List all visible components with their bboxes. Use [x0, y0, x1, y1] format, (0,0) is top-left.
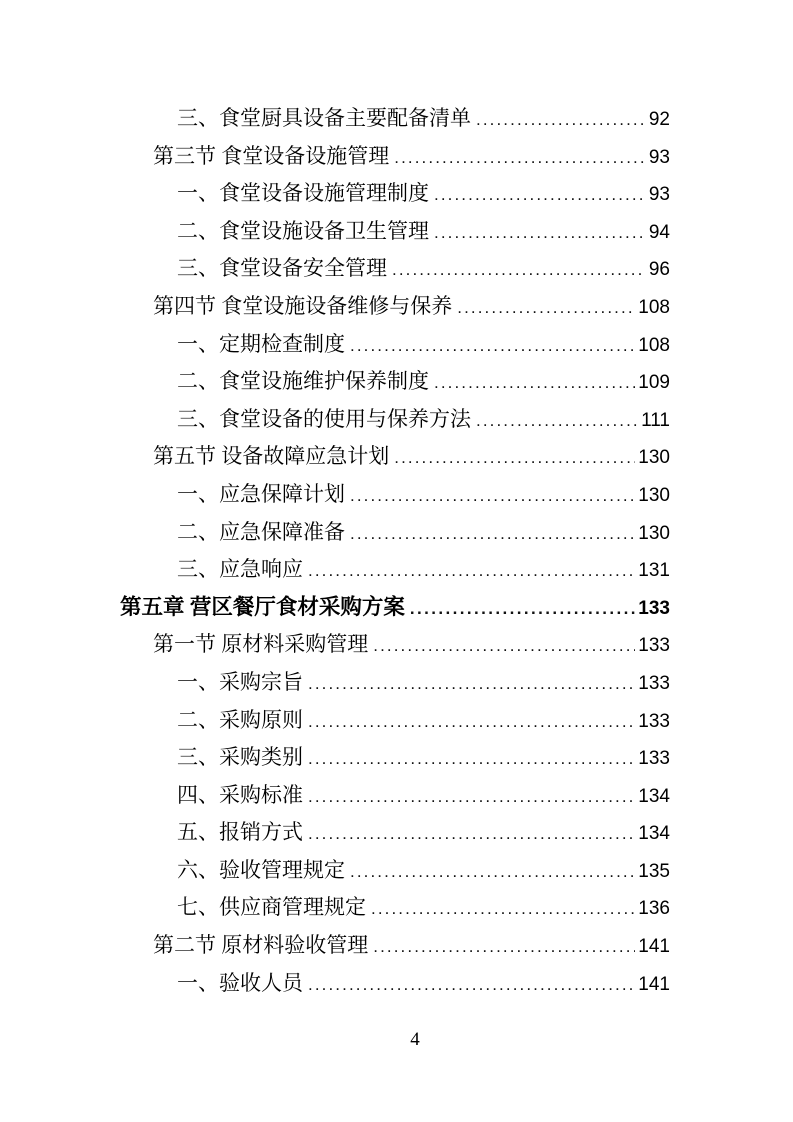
page-number: 4 [410, 1029, 420, 1050]
toc-entry-page: 108 [638, 334, 670, 356]
toc-entry-label: 三、食堂设备的使用与保养方法 [177, 406, 471, 431]
dot-leader [392, 250, 646, 289]
toc-entry[interactable] [118, 889, 670, 927]
toc-entry[interactable] [118, 814, 670, 852]
toc-entry-page: 93 [648, 146, 670, 168]
toc-list [118, 100, 670, 1002]
dot-leader [434, 175, 646, 214]
dot-leader [308, 739, 635, 778]
toc-entry-label: 二、采购原则 [177, 707, 303, 732]
dot-leader [476, 100, 646, 139]
toc-entry[interactable] [118, 551, 670, 589]
toc-entry[interactable] [118, 589, 670, 627]
dot-leader [308, 551, 635, 590]
dot-leader [457, 288, 635, 327]
toc-entry[interactable] [118, 927, 670, 965]
toc-entry-page: 130 [638, 522, 670, 544]
toc-entry-label: 第四节 食堂设施设备维修与保养 [153, 293, 453, 318]
dot-leader [308, 664, 635, 703]
dot-leader [308, 965, 635, 1004]
toc-entry-label: 三、食堂设备安全管理 [177, 256, 387, 281]
toc-entry-page: 136 [638, 898, 670, 920]
dot-leader [410, 589, 635, 628]
toc-entry-page: 141 [638, 973, 670, 995]
toc-entry-page: 133 [638, 748, 670, 770]
toc-entry-page: 111 [641, 409, 670, 431]
toc-entry-page: 134 [638, 785, 670, 807]
toc-entry-page: 133 [638, 672, 670, 694]
toc-entry[interactable] [118, 852, 670, 890]
toc-entry-label: 二、应急保障准备 [177, 519, 345, 544]
toc-entry-label: 二、食堂设施设备卫生管理 [177, 218, 429, 243]
toc-entry-label: 七、供应商管理规定 [177, 895, 366, 920]
toc-entry-label: 第一节 原材料采购管理 [153, 632, 369, 657]
toc-entry[interactable] [118, 476, 670, 514]
toc-entry[interactable] [118, 401, 670, 439]
toc-entry[interactable] [118, 965, 670, 1003]
dot-leader [308, 702, 635, 741]
toc-entry-page: 134 [638, 823, 670, 845]
toc-entry-page: 131 [638, 560, 670, 582]
toc-entry-label: 三、采购类别 [177, 745, 303, 770]
dot-leader [350, 326, 635, 365]
toc-entry-page: 141 [638, 936, 670, 958]
dot-leader [308, 814, 635, 853]
dot-leader [308, 777, 635, 816]
dot-leader [434, 363, 635, 402]
toc-entry-label: 一、定期检查制度 [177, 331, 345, 356]
toc-entry-page: 133 [638, 597, 670, 619]
toc-entry-label: 一、采购宗旨 [177, 669, 303, 694]
toc-entry[interactable] [118, 363, 670, 401]
toc-entry-page: 133 [638, 710, 670, 732]
toc-entry[interactable] [118, 777, 670, 815]
toc-entry-page: 92 [648, 109, 670, 130]
toc-entry[interactable] [118, 250, 670, 288]
toc-entry-page: 108 [638, 296, 670, 318]
dot-leader [350, 476, 635, 515]
toc-entry[interactable] [118, 514, 670, 552]
dot-leader [394, 138, 646, 177]
toc-entry[interactable] [118, 626, 670, 664]
toc-entry[interactable] [118, 213, 670, 251]
toc-entry-label: 三、食堂厨具设备主要配备清单 [177, 106, 471, 130]
toc-entry[interactable] [118, 702, 670, 740]
toc-entry[interactable] [118, 138, 670, 176]
toc-entry-label: 二、食堂设施维护保养制度 [177, 369, 429, 394]
toc-entry-page: 109 [638, 372, 670, 394]
toc-entry-label: 四、采购标准 [177, 782, 303, 807]
dot-leader [350, 514, 635, 553]
toc-entry-label: 三、应急响应 [177, 557, 303, 582]
toc-entry-page: 94 [648, 221, 670, 243]
dot-leader [350, 852, 635, 891]
toc-entry-page: 135 [638, 860, 670, 882]
toc-entry-label: 第五章 营区餐厅食材采购方案 [120, 594, 405, 619]
toc-entry-page: 130 [638, 484, 670, 506]
toc-entry-page: 130 [638, 447, 670, 469]
toc-entry-label: 第五节 设备故障应急计划 [153, 444, 390, 469]
toc-entry-page: 93 [648, 184, 670, 206]
toc-entry-label: 一、应急保障计划 [177, 481, 345, 506]
toc-entry-label: 六、验收管理规定 [177, 857, 345, 882]
toc-entry[interactable] [118, 100, 670, 138]
toc-entry[interactable] [118, 739, 670, 777]
toc-entry[interactable] [118, 175, 670, 213]
dot-leader [373, 626, 635, 665]
toc-entry-label: 一、食堂设备设施管理制度 [177, 181, 429, 206]
toc-entry[interactable] [118, 438, 670, 476]
toc-entry[interactable] [118, 288, 670, 326]
toc-entry-page: 133 [638, 635, 670, 657]
dot-leader [434, 213, 646, 252]
toc-entry-page: 96 [648, 259, 670, 281]
toc-entry-label: 第三节 食堂设备设施管理 [153, 143, 390, 168]
dot-leader [371, 889, 635, 928]
dot-leader [373, 927, 635, 966]
dot-leader [476, 401, 638, 440]
dot-leader [394, 438, 635, 477]
toc-entry-label: 一、验收人员 [177, 970, 303, 995]
toc-entry-label: 第二节 原材料验收管理 [153, 933, 369, 958]
toc-entry-label: 五、报销方式 [177, 820, 303, 845]
toc-entry[interactable] [118, 664, 670, 702]
toc-entry[interactable] [118, 326, 670, 364]
